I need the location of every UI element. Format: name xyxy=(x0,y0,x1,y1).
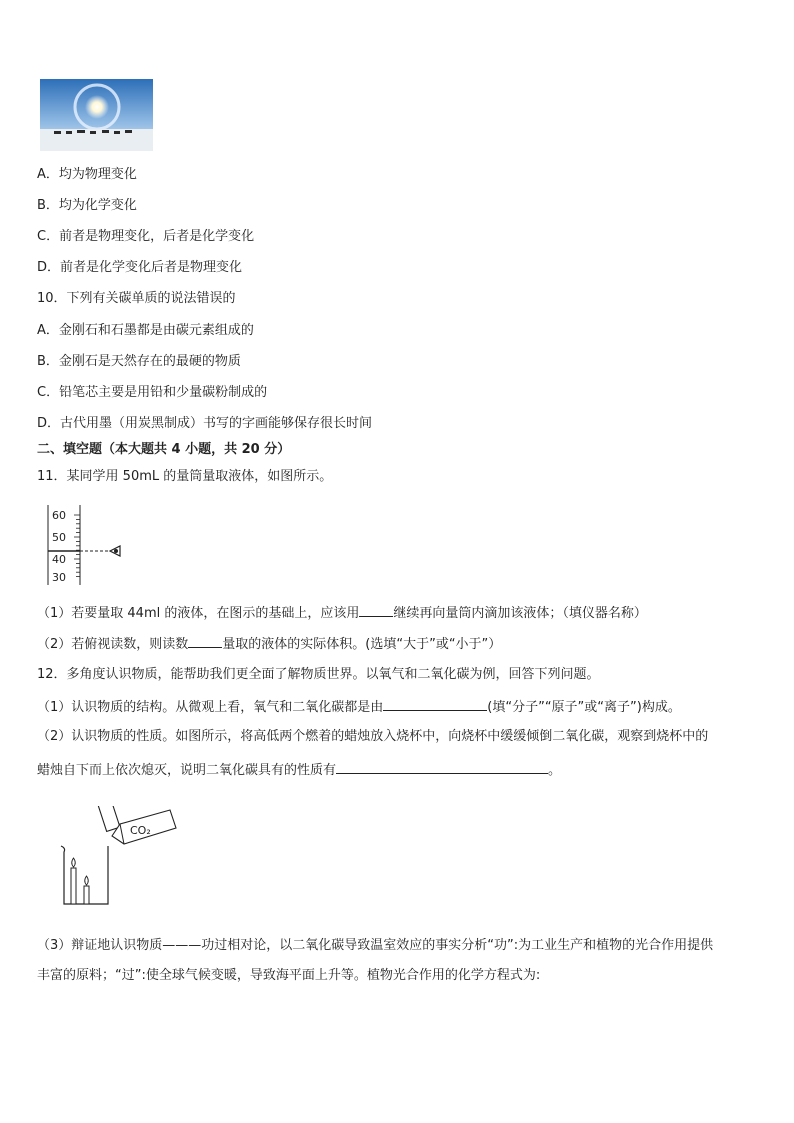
q12-sub2-blank[interactable] xyxy=(336,761,548,774)
tick-label-60: 60 xyxy=(52,509,66,522)
q12-sub2-line2: 蜡烛自下而上依次熄灭，说明二氧化碳具有的性质有 。 xyxy=(37,763,562,778)
q12-sub2-line1: （2）认识物质的性质。如图所示，将高低两个燃着的蜡烛放入烧杯中，向烧杯中缓缓倾倒二氧化碳，观察到烧杯中的 xyxy=(37,729,709,744)
eye-icon xyxy=(110,546,120,556)
q9-option-d: D．前者是化学变化后者是物理变化 xyxy=(37,260,243,275)
q11-sub1-blank[interactable] xyxy=(359,604,393,617)
section-heading: 二、填空题（本大题共 4 小题，共 20 分） xyxy=(37,442,291,457)
q9-option-a: A．均为物理变化 xyxy=(37,167,137,182)
q11-stem: 11．某同学用 50mL 的量筒量取液体，如图所示。 xyxy=(37,469,333,484)
q9-option-b: B．均为化学变化 xyxy=(37,198,137,213)
q12-sub3-line2: 丰富的原料；“过”:使全球气候变暖，导致海平面上升等。植物光合作用的化学方程式为: xyxy=(37,968,541,983)
q10-option-a: A．金刚石和石墨都是由碳元素组成的 xyxy=(37,323,254,338)
q12-sub1: （1）认识物质的结构。从微观上看，氧气和二氧化碳都是由 (填“分子”“原子”或“离子”)构成。 xyxy=(37,700,681,715)
q11-sub2-blank[interactable] xyxy=(188,635,222,648)
q12-sub1-blank[interactable] xyxy=(383,698,487,711)
co2-bottle xyxy=(98,806,176,844)
tick-label-30: 30 xyxy=(52,571,66,584)
co2-label: CO₂ xyxy=(130,824,151,837)
q12-stem: 12．多角度认识物质，能帮助我们更全面了解物质世界。以氧气和二氧化碳为例，回答下列问题。 xyxy=(37,667,600,682)
q12-sub3-line1: （3）辩证地认识物质———功过相对论，以二氧化碳导致温室效应的事实分析“功”:为工业生产和植物的光合作用提供 xyxy=(37,938,714,953)
q10-option-d: D．古代用墨（用炭黑制成）书写的字画能够保存很长时间 xyxy=(37,416,373,431)
graduated-cylinder-figure xyxy=(44,503,134,593)
q11-sub1: （1）若要量取 44ml 的液体，在图示的基础上，应该用 继续再向量筒内滴加该液体；（填仪器名称） xyxy=(37,606,647,621)
sun-halo-photo xyxy=(40,79,153,151)
beaker-co2-figure xyxy=(58,806,183,914)
tick-label-50: 50 xyxy=(52,531,66,544)
q10-option-c: C．铅笔芯主要是用铅和少量碳粉制成的 xyxy=(37,385,268,400)
q11-sub2: （2）若俯视读数，则读数 量取的液体的实际体积。(选填“大于”或“小于”） xyxy=(37,637,502,652)
q10-option-b: B．金刚石是天然存在的最硬的物质 xyxy=(37,354,241,369)
tall-candle xyxy=(71,858,76,904)
q9-option-c: C．前者是物理变化，后者是化学变化 xyxy=(37,229,255,244)
tick-label-40: 40 xyxy=(52,553,66,566)
short-candle xyxy=(84,876,89,904)
q10-stem: 10．下列有关碳单质的说法错误的 xyxy=(37,291,236,306)
